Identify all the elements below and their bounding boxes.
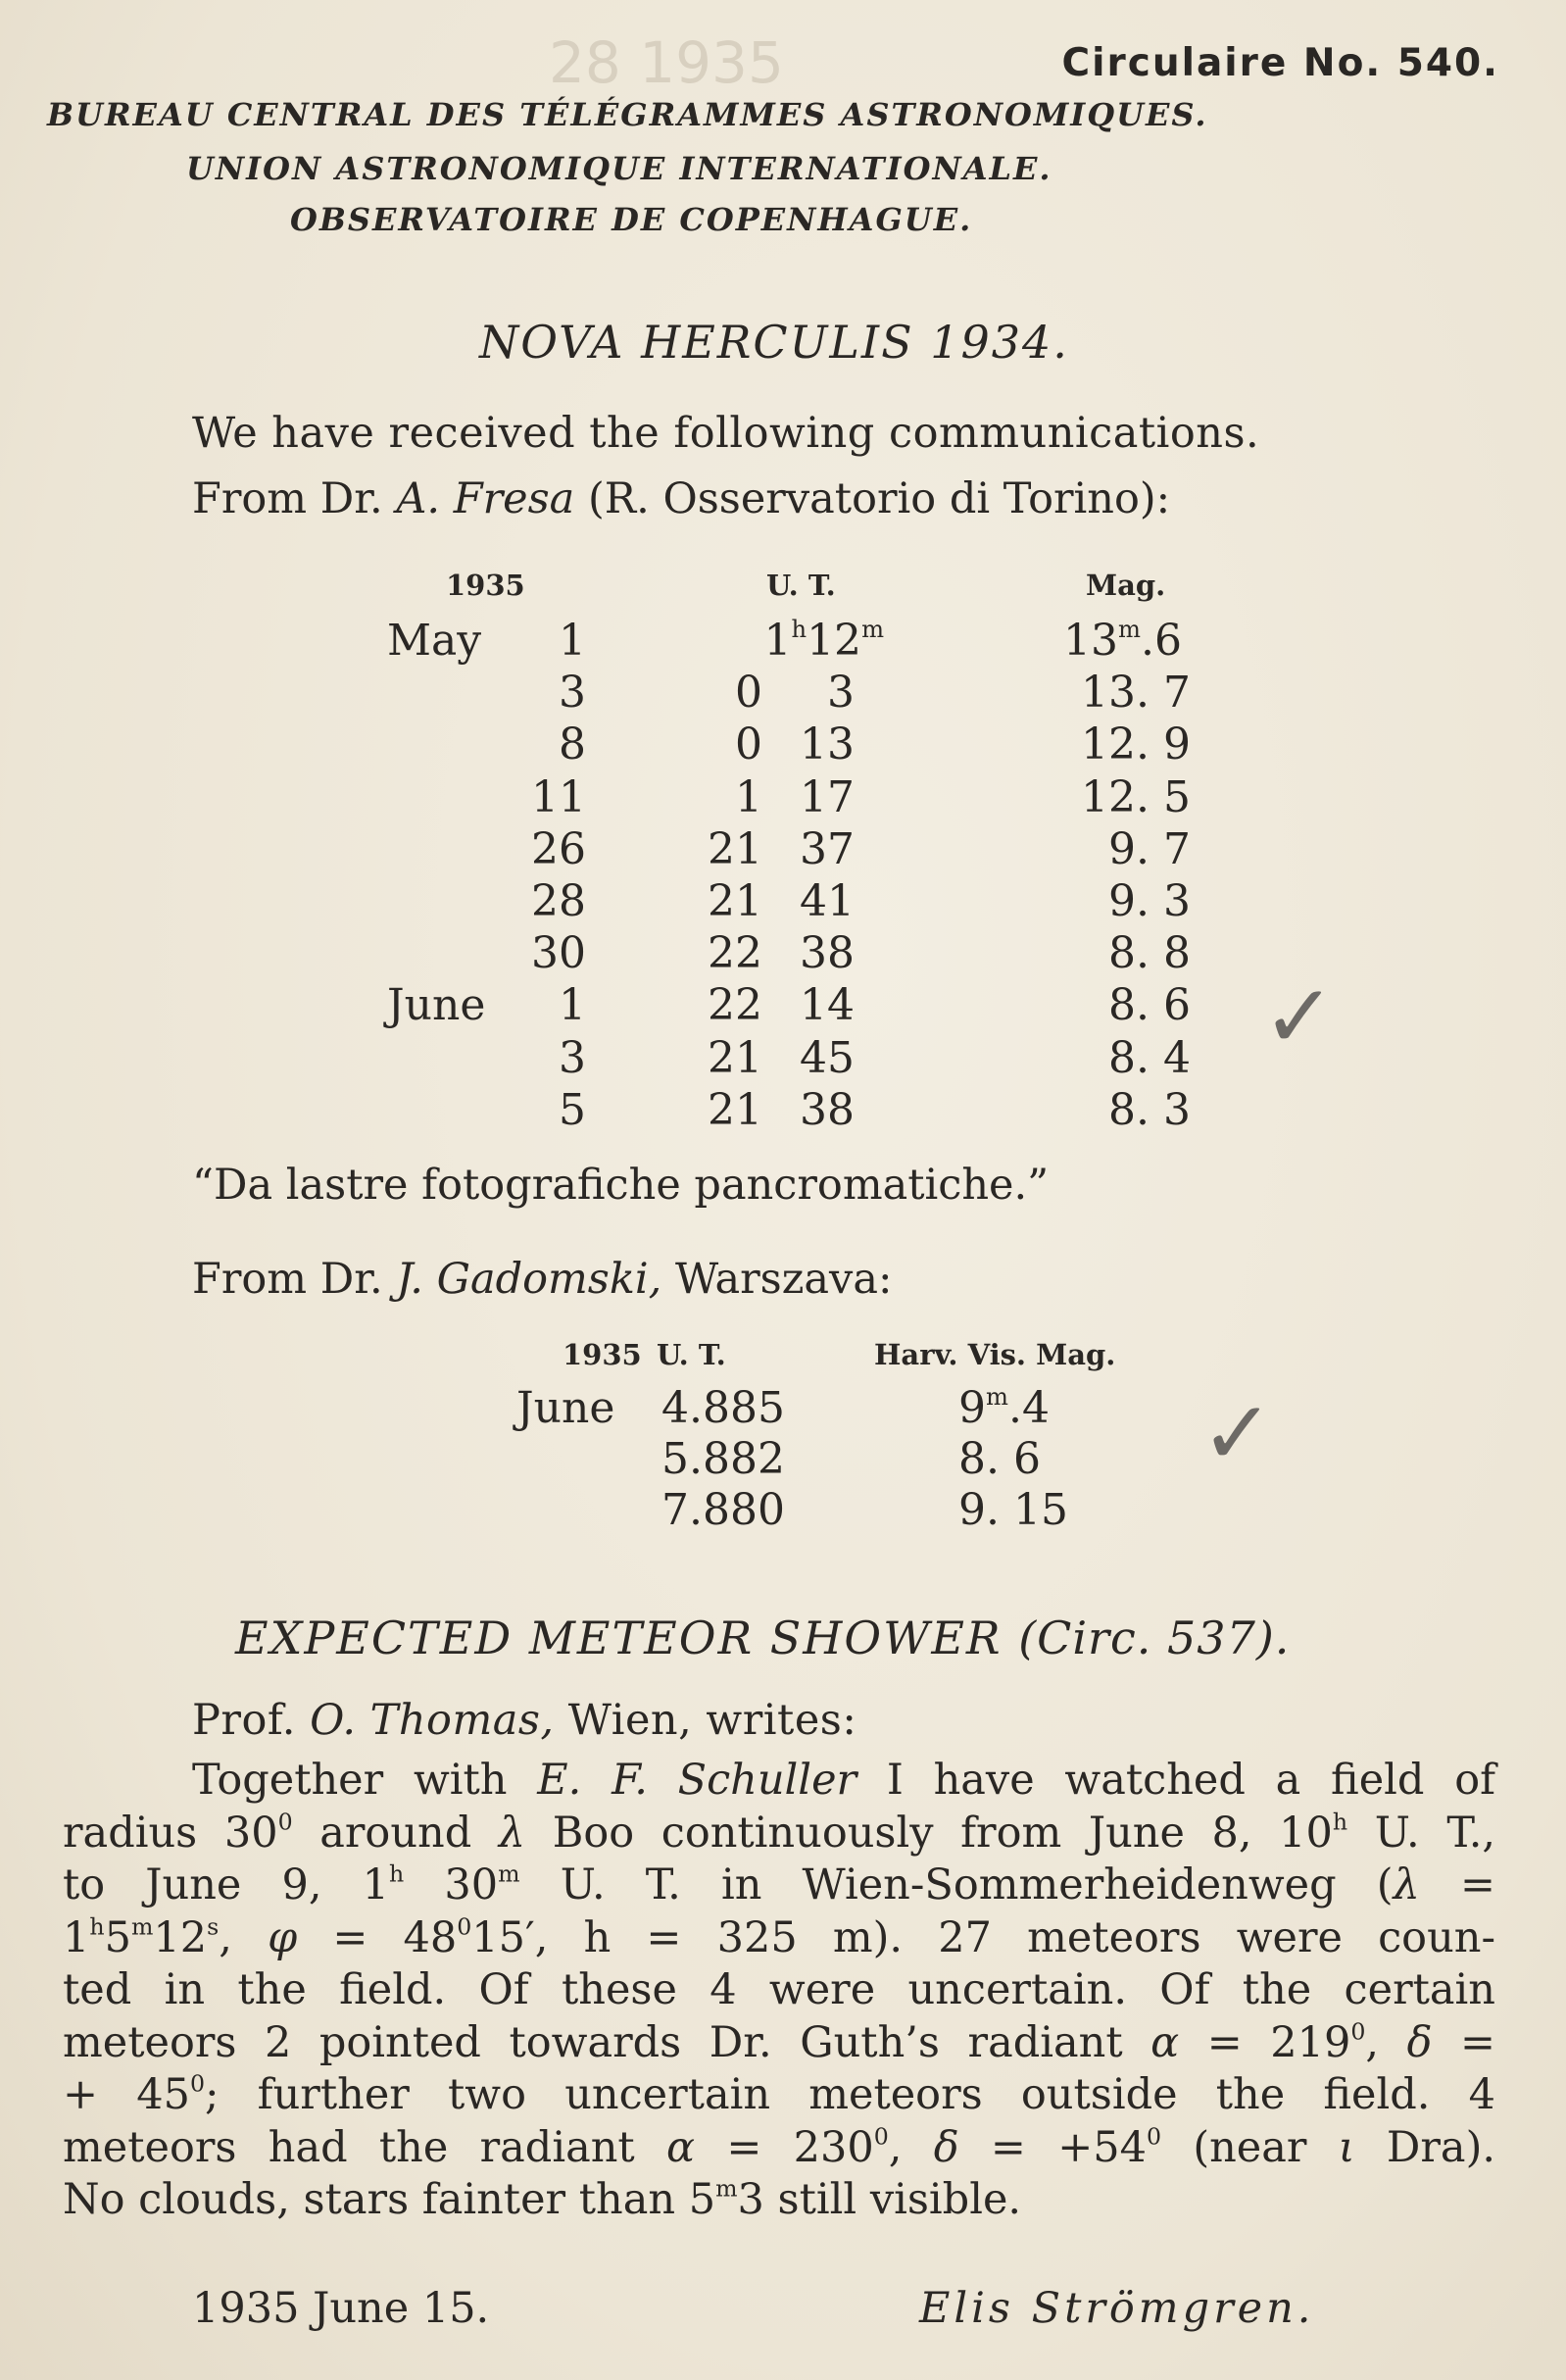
table2-ut: 4.885	[661, 1383, 785, 1433]
table1-ut: 21 38	[708, 1085, 855, 1135]
report-line-3: to June 9, 1$^h$ 30$^m$ U. T. in Wien-Sommerheidenweg (λ =	[63, 1859, 1495, 1909]
table1-day: 30	[531, 928, 586, 978]
from-gadomski: From Dr. J. Gadomski, Warszava:	[192, 1255, 893, 1304]
table2-header-ut: U. T.	[657, 1338, 726, 1371]
table1-day: 28	[531, 876, 586, 926]
table1-header-ut: U. T.	[766, 569, 836, 602]
report-line-2: radius $30^0$ around λ Boo continuously from June 8, 10$^h$ U. T.,	[63, 1807, 1496, 1858]
table1-day: 5	[559, 1085, 586, 1135]
table1-mag: 8. 3	[1108, 1085, 1191, 1135]
table1-ut: 22 38	[708, 928, 855, 978]
footer-signature: Elis Strömgren.	[919, 2284, 1315, 2333]
table1-ut: 1 17	[735, 772, 855, 822]
table1-ut: 0 3	[735, 668, 855, 718]
table1-mag: 12. 5	[1081, 772, 1191, 822]
check-mark-1: ✓	[1262, 966, 1337, 1068]
circular-number: Circulaire No. 540.	[1061, 41, 1499, 85]
table1-mag: 8. 6	[1108, 980, 1191, 1030]
table2-month: June	[516, 1383, 615, 1433]
report-line-1: Together with E. F. Schuller I have watched a field of	[192, 1756, 1496, 1805]
report-line-5: ted in the field. Of these 4 were uncertain. Of the certain	[63, 1965, 1495, 2014]
table1-day: 3	[559, 668, 586, 718]
table1-mag: 9. 3	[1108, 876, 1191, 926]
table1-mag: 13. 7	[1081, 668, 1191, 718]
from-fresa: From Dr. A. Fresa (R. Osservatorio di Torino):	[192, 474, 1171, 523]
report-line-4: 1$^h$5$^m$12$^s$, $\varphi = 48^015'$, h = 325 m). 27 meteors were coun-	[63, 1911, 1495, 1962]
footer-date: 1935 June 15.	[192, 2284, 490, 2333]
table1-month: May	[387, 616, 482, 666]
report-line-9: No clouds, stars fainter than 5$^m$3 still visible.	[63, 2174, 1022, 2224]
table1-mag: 13$^m$.6	[1063, 615, 1182, 666]
table1-day: 1	[559, 616, 586, 666]
nova-intro: We have received the following communications.	[192, 409, 1260, 458]
header-observatory: OBSERVATOIRE DE COPENHAGUE.	[290, 201, 973, 238]
table2-mag: 9$^m$.4	[958, 1382, 1050, 1433]
table2-header-mag: Harv. Vis. Mag.	[874, 1338, 1116, 1371]
table1-day: 3	[559, 1033, 586, 1083]
received-stamp: 28 1935	[549, 29, 784, 96]
table1-mag: 8. 4	[1108, 1033, 1191, 1083]
meteor-title: EXPECTED METEOR SHOWER (Circ. 537).	[235, 1611, 1291, 1664]
quote: “Da lastre fotografiche pancromatiche.”	[192, 1161, 1050, 1210]
table1-mag: 9. 7	[1108, 824, 1191, 874]
report-line-8: meteors had the radiant $\alpha = 230^0$, $\delta = +54^0$ (near ι Dra).	[63, 2121, 1496, 2172]
table2-mag: 9. 15	[958, 1485, 1068, 1535]
table1-ut: 0 13	[735, 719, 855, 769]
nova-title: NOVA HERCULIS 1934.	[479, 316, 1069, 369]
table1-header-year: 1935	[446, 569, 525, 602]
table1-mag: 12. 9	[1081, 719, 1191, 769]
table2-mag: 8. 6	[958, 1434, 1041, 1484]
table1-day: 8	[559, 719, 586, 769]
gadomski-name: J. Gadomski,	[396, 1255, 662, 1304]
table1-header-mag: Mag.	[1086, 569, 1166, 602]
table1-month: June	[387, 980, 486, 1030]
table1-mag: 8. 8	[1108, 928, 1191, 978]
table1-ut: 1$^h$12$^m$	[763, 615, 884, 666]
header-bureau: BUREAU CENTRAL DES TÉLÉGRAMMES ASTRONOMIQUES.	[47, 96, 1208, 133]
table2-ut: 5.882	[661, 1434, 785, 1484]
report-line-6: meteors 2 pointed towards Dr. Guth’s radiant $\alpha = 219^0$, δ =	[63, 2016, 1496, 2067]
table1-ut: 21 45	[708, 1033, 855, 1083]
fresa-name: A. Fresa	[396, 474, 575, 523]
table2-ut: 7.880	[661, 1485, 785, 1535]
meteor-author: Prof. O. Thomas, Wien, writes:	[192, 1696, 857, 1745]
header-union: UNION ASTRONOMIQUE INTERNATIONALE.	[186, 150, 1052, 187]
table1-ut: 21 41	[708, 876, 855, 926]
table2-header-year: 1935	[563, 1338, 642, 1371]
table1-day: 1	[559, 980, 586, 1030]
report-line-7: + $45^0$; further two uncertain meteors outside the field. 4	[63, 2069, 1495, 2119]
table1-day: 11	[531, 772, 586, 822]
table1-ut: 21 37	[708, 824, 855, 874]
check-mark-2: ✓	[1200, 1382, 1275, 1485]
table1-ut: 22 14	[708, 980, 855, 1030]
meteor-report-paragraph	[63, 1755, 1495, 2227]
table1-day: 26	[531, 824, 586, 874]
